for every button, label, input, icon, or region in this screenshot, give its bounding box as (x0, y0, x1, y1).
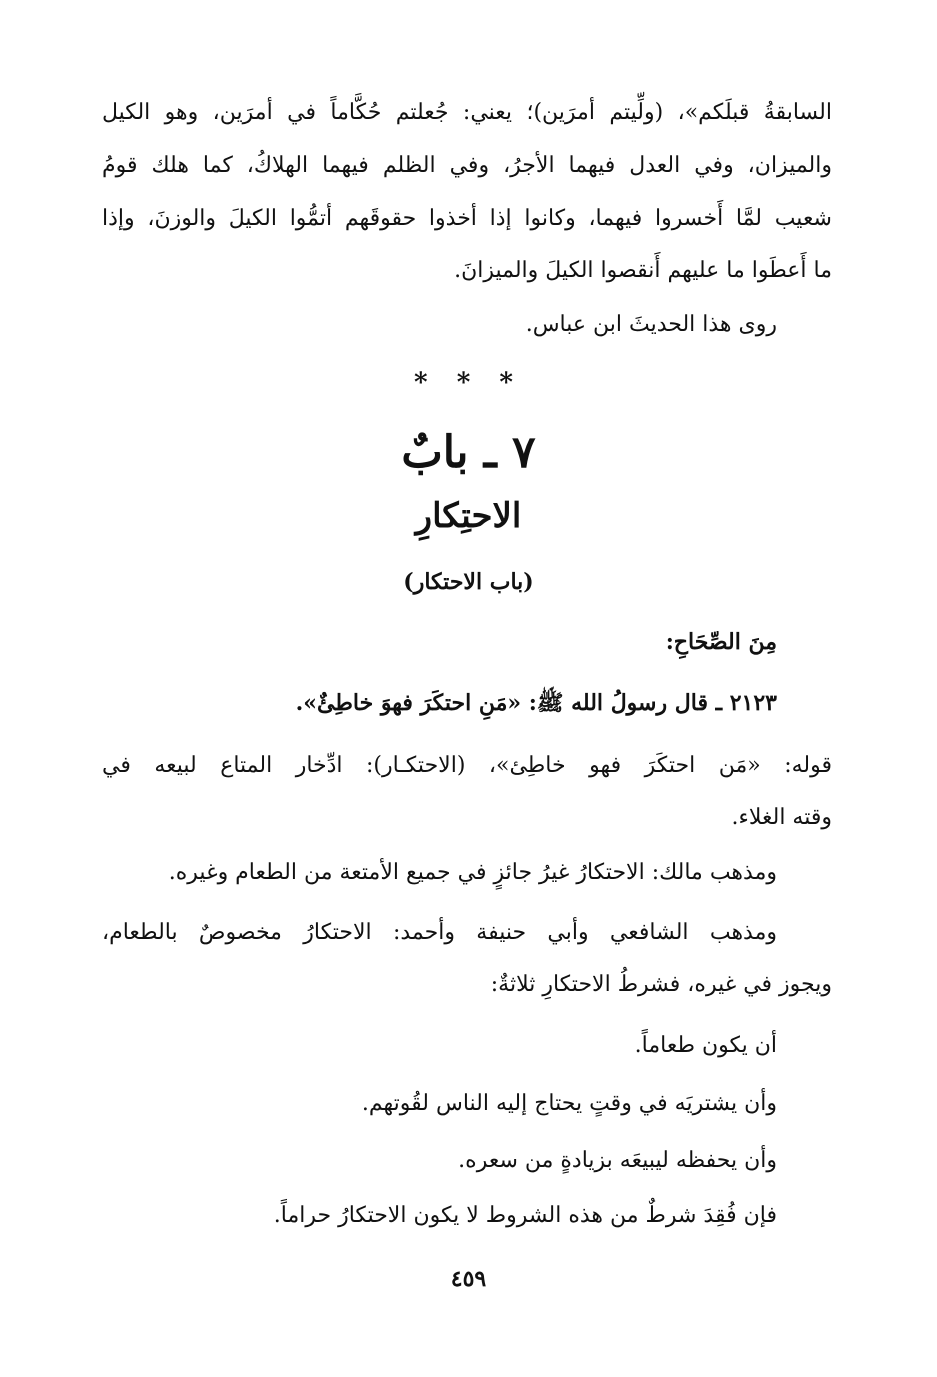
others-view-line: ويجوز في غيره، فشرطُ الاحتكارِ ثلاثةٌ: (490, 972, 832, 997)
text-line: شعيب لمَّا أَخسروا فيهما، وكانوا إذا أخذوا حقوقَهم أتمُّوا الكيلَ والوزنَ، وإذا (102, 206, 832, 231)
chapter-note: (باب الاحتكار) (403, 569, 534, 595)
section-separator: * * * (414, 368, 523, 398)
condition-item: وأن يشتريَه في وقتٍ يحتاج إليه الناس لقُوتهم. (361, 1091, 777, 1116)
text-line: ما أَعطَوا ما عليهم أَنقصوا الكيلَ والميزانَ. (454, 258, 832, 283)
page-number: ٤٥٩ (450, 1266, 487, 1292)
text-line: السابقةُ قبلَكم»، (ولِّيتم أمرَين)؛ يعني: جُعلتم حُكَّاماً في أمرَين، وهو الكيل (102, 100, 832, 125)
commentary-line: وقته الغلاء. (731, 805, 832, 830)
condition-item: وأن يحفظه ليبيعَه بزيادةٍ من سعره. (458, 1148, 777, 1173)
chapter-subtitle: الاحتِكارِ (415, 496, 522, 536)
section-heading: مِنَ الصِّحَاحِ: (665, 629, 777, 655)
hadith-text: ٢١٢٣ ـ قال رسولُ الله ﷺ: «مَنِ احتكَرَ فهوَ خاطِئٌ». (295, 690, 777, 716)
maliki-view: ومذهب مالك: الاحتكارُ غيرُ جائزٍ في جميع الأمتعة من الطعام وغيره. (168, 860, 777, 885)
chapter-title: ٧ ـ بابٌ (401, 427, 536, 478)
condition-item: أن يكون طعاماً. (634, 1033, 777, 1058)
commentary-line: قوله: «مَن احتكَرَ فهو خاطِئ»، (الاحتكـار): ادِّخار المتاع لبيعه في (102, 753, 832, 778)
narration-note: روى هذا الحديثَ ابن عباس. (525, 312, 777, 337)
conclusion: فإن فُقِدَ شرطٌ من هذه الشروط لا يكون الاحتكارُ حراماً. (273, 1203, 777, 1228)
others-view-line: ومذهب الشافعي وأبي حنيفة وأحمد: الاحتكارُ مخصوصٌ بالطعام، (102, 920, 777, 945)
text-line: والميزان، وفي العدل فيهما الأجرُ، وفي الظلم فيهما الهلاكُ، كما هلك قومُ (102, 153, 832, 178)
